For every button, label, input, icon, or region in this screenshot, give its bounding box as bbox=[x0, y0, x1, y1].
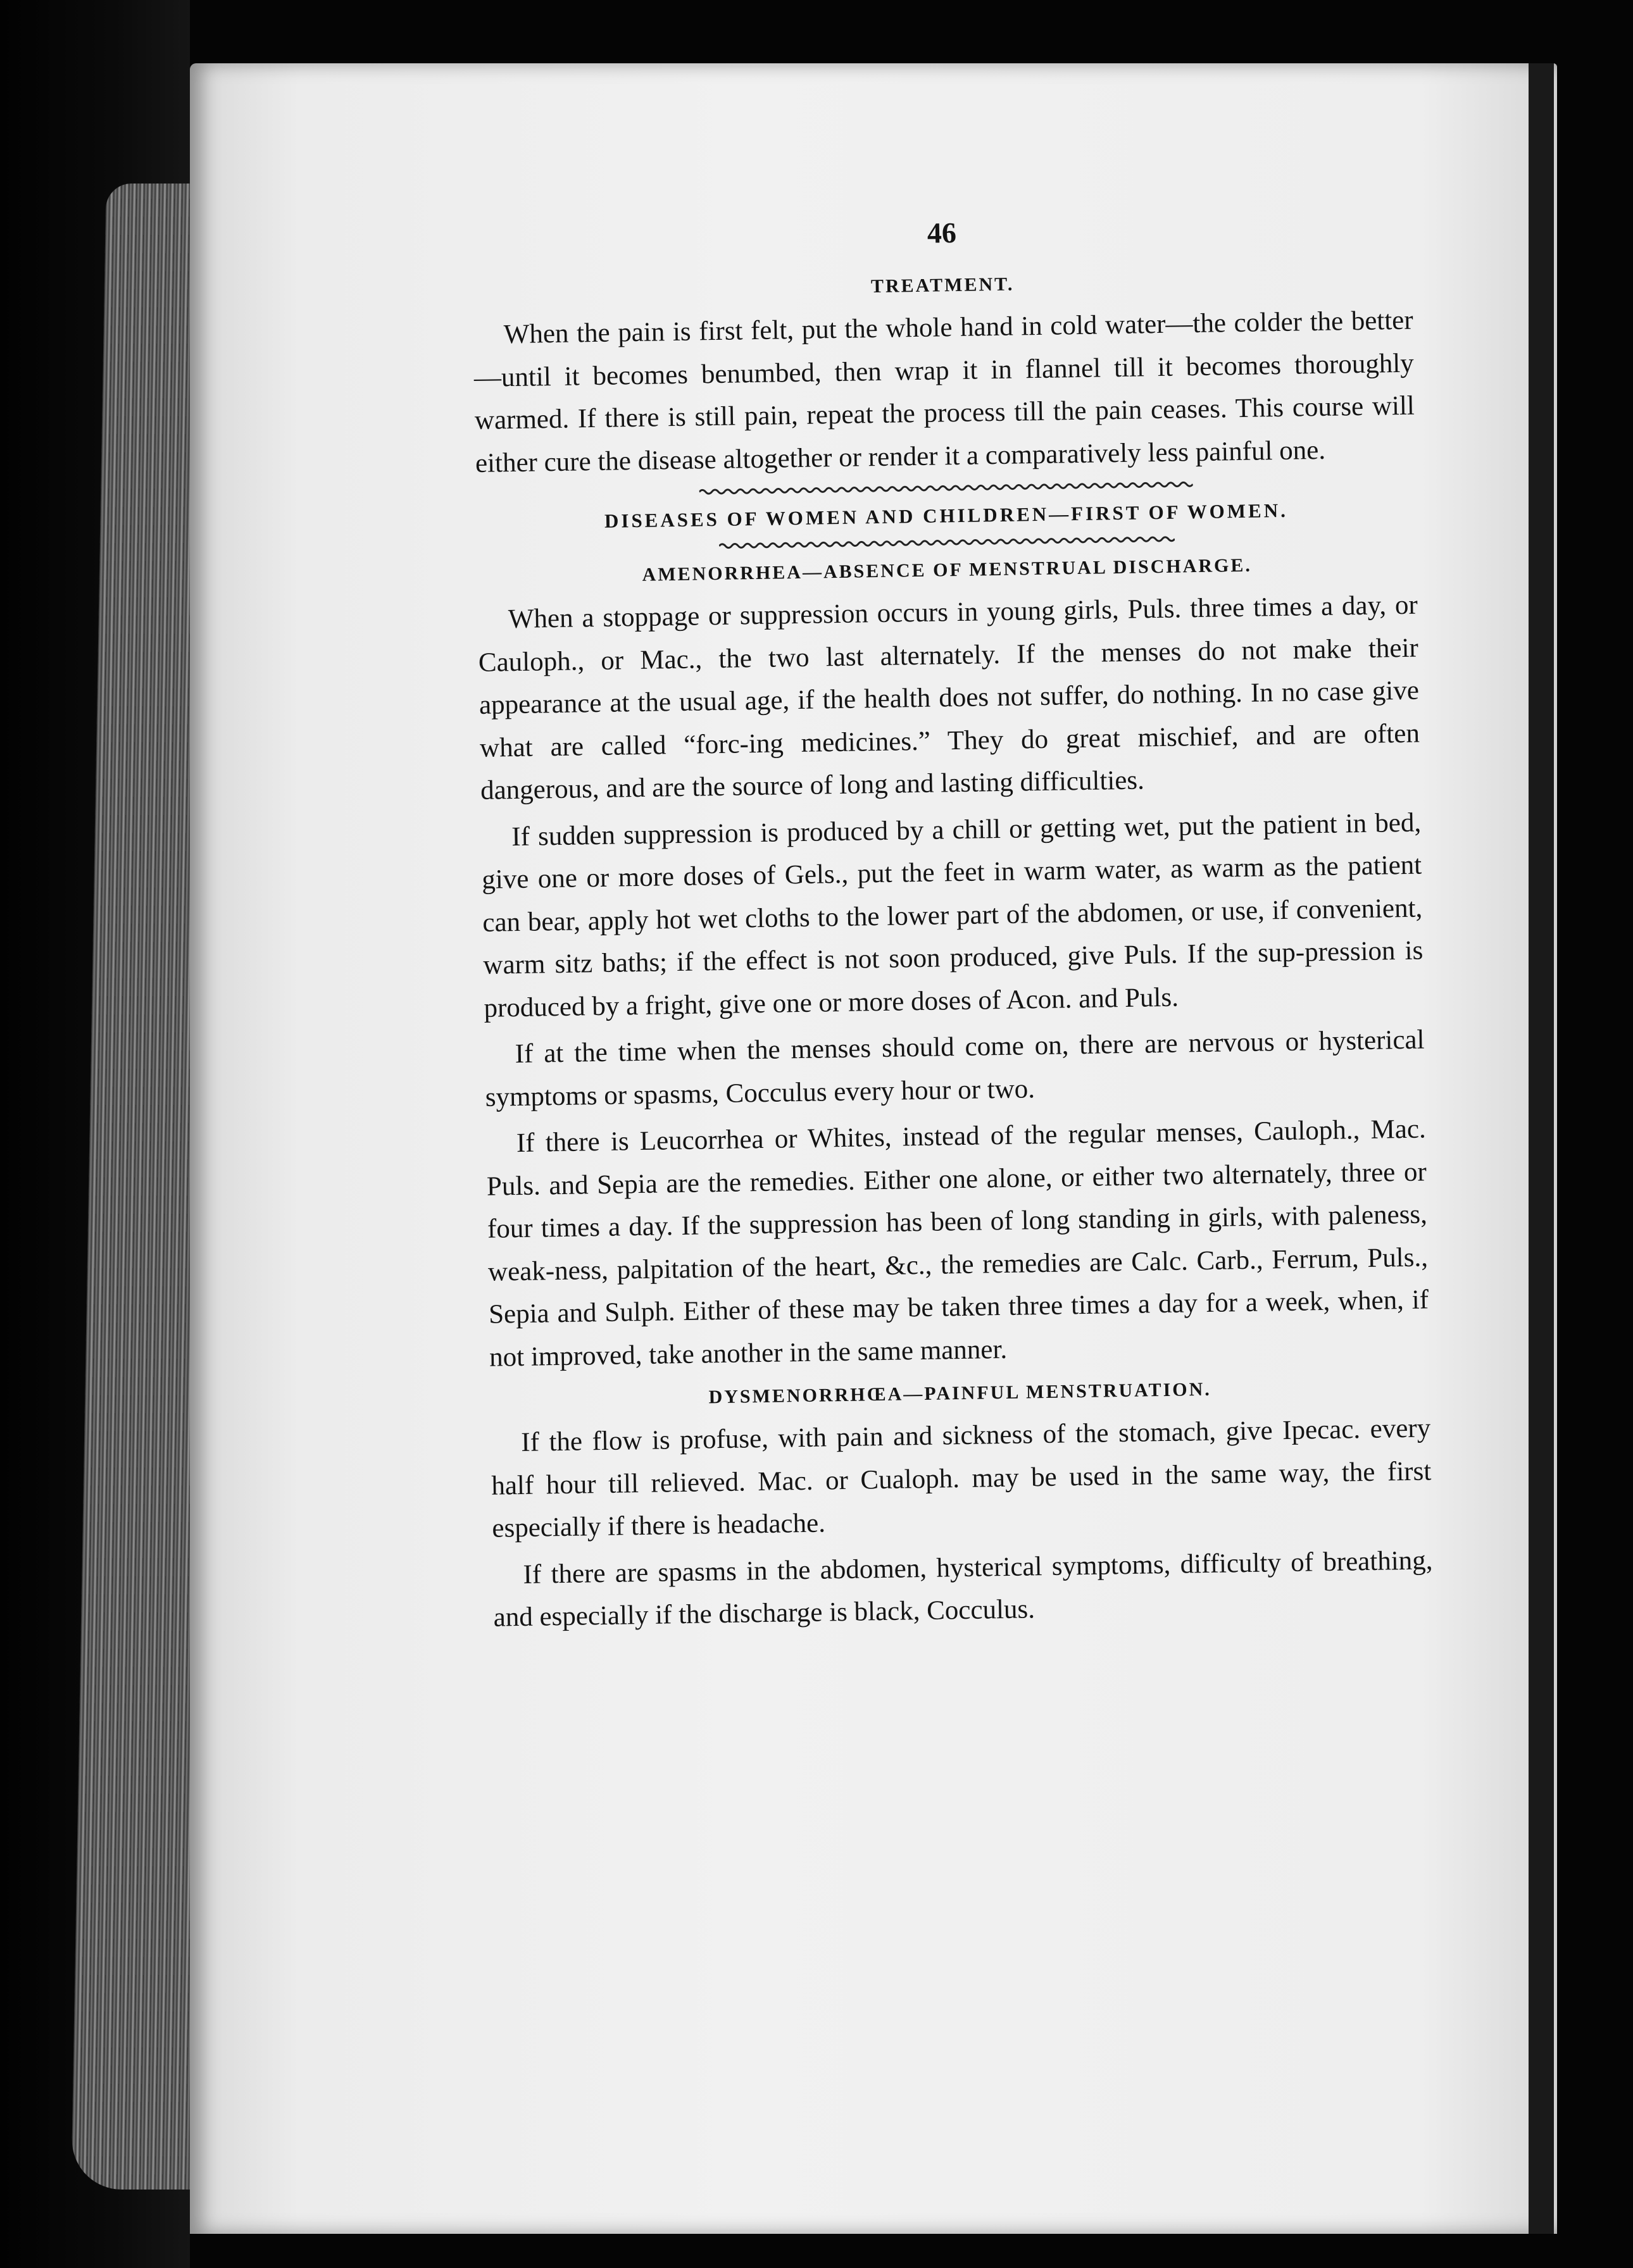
book-spine bbox=[1529, 63, 1554, 2234]
amenorrhea-paragraph-2: If sudden suppression is produced by a chill or getting wet, put the patient in bed, give one or more doses of Gels., put the feet in warm water, as warm as the patient can bear, apply hot wet cloths to the lower part of the abdomen, or use, if convenient, warm sitz baths; if the effect is not soon produced, give Puls. If the sup-pression is produced by a fright, give one or more doses of Acon. and Puls. bbox=[481, 807, 1423, 1023]
section-heading-amenorrhea: AMENORRHEA—ABSENCE OF MENSTRUAL DISCHARGE. bbox=[642, 554, 1253, 585]
dysmenorrhoea-paragraph-2: If there are spasms in the abdomen, hysterical symptoms, difficulty of breathing, and especially if the discharge is black, Cocculus. bbox=[493, 1545, 1433, 1633]
page-number: 46 bbox=[927, 216, 957, 249]
section-heading-dysmenorrhoea: DYSMENORRHŒA—PAINFUL MENSTRUATION. bbox=[708, 1378, 1212, 1408]
page-text bbox=[472, 207, 1434, 1643]
section-heading-treatment: TREATMENT. bbox=[870, 273, 1015, 297]
treatment-paragraph: When the pain is first felt, put the whole hand in cold water—the colder the better—until it becomes benumbed, then wrap it in flannel till it becomes thoroughly warmed. If there is still pain, repeat the process till the pain ceases. This course will either cure the disease altogether or render it a comparatively less painful one. bbox=[473, 305, 1415, 478]
amenorrhea-paragraph-3: If at the time when the menses should come on, there are nervous or hysterical symptoms or spasms, Cocculus every hour or two. bbox=[485, 1025, 1425, 1112]
chapter-heading: DISEASES OF WOMEN AND CHILDREN—FIRST OF WOMEN. bbox=[604, 499, 1289, 532]
dysmenorrhoea-paragraph-1: If the flow is profuse, with pain and sickness of the stomach, give Ipecac. every half hour till relieved. Mac. or Cualoph. may be used in the same way, the first especially if there is headache. bbox=[491, 1413, 1432, 1543]
ornamental-rule bbox=[699, 478, 1192, 497]
amenorrhea-paragraph-1: When a stoppage or suppression occurs in young girls, Puls. three times a day, or Cauloph., or Mac., the two last alternately. If the menses do not make their appearance at the usual age, if the health does not suffer, do nothing. In no case give what are called “forc-ing medicines.” They do great mischief, and are often dangerous, and are the source of long and lasting difficulties. bbox=[478, 590, 1420, 806]
ornamental-rule-lower bbox=[718, 533, 1174, 552]
amenorrhea-paragraph-4: If there is Leucorrhea or Whites, instead of the regular menses, Cauloph., Mac. Puls. and Sepia are the remedies. Either one alone, or either two alternately, three or four times a day. If the suppression has been of long standing in girls, with paleness, weak-ness, palpitation of the heart, &c., the remedies are Calc. Carb., Ferrum, Puls., Sepia and Sulph. Either of these may be taken three times a day for a week, when, if not improved, take another in the same manner. bbox=[486, 1114, 1429, 1373]
